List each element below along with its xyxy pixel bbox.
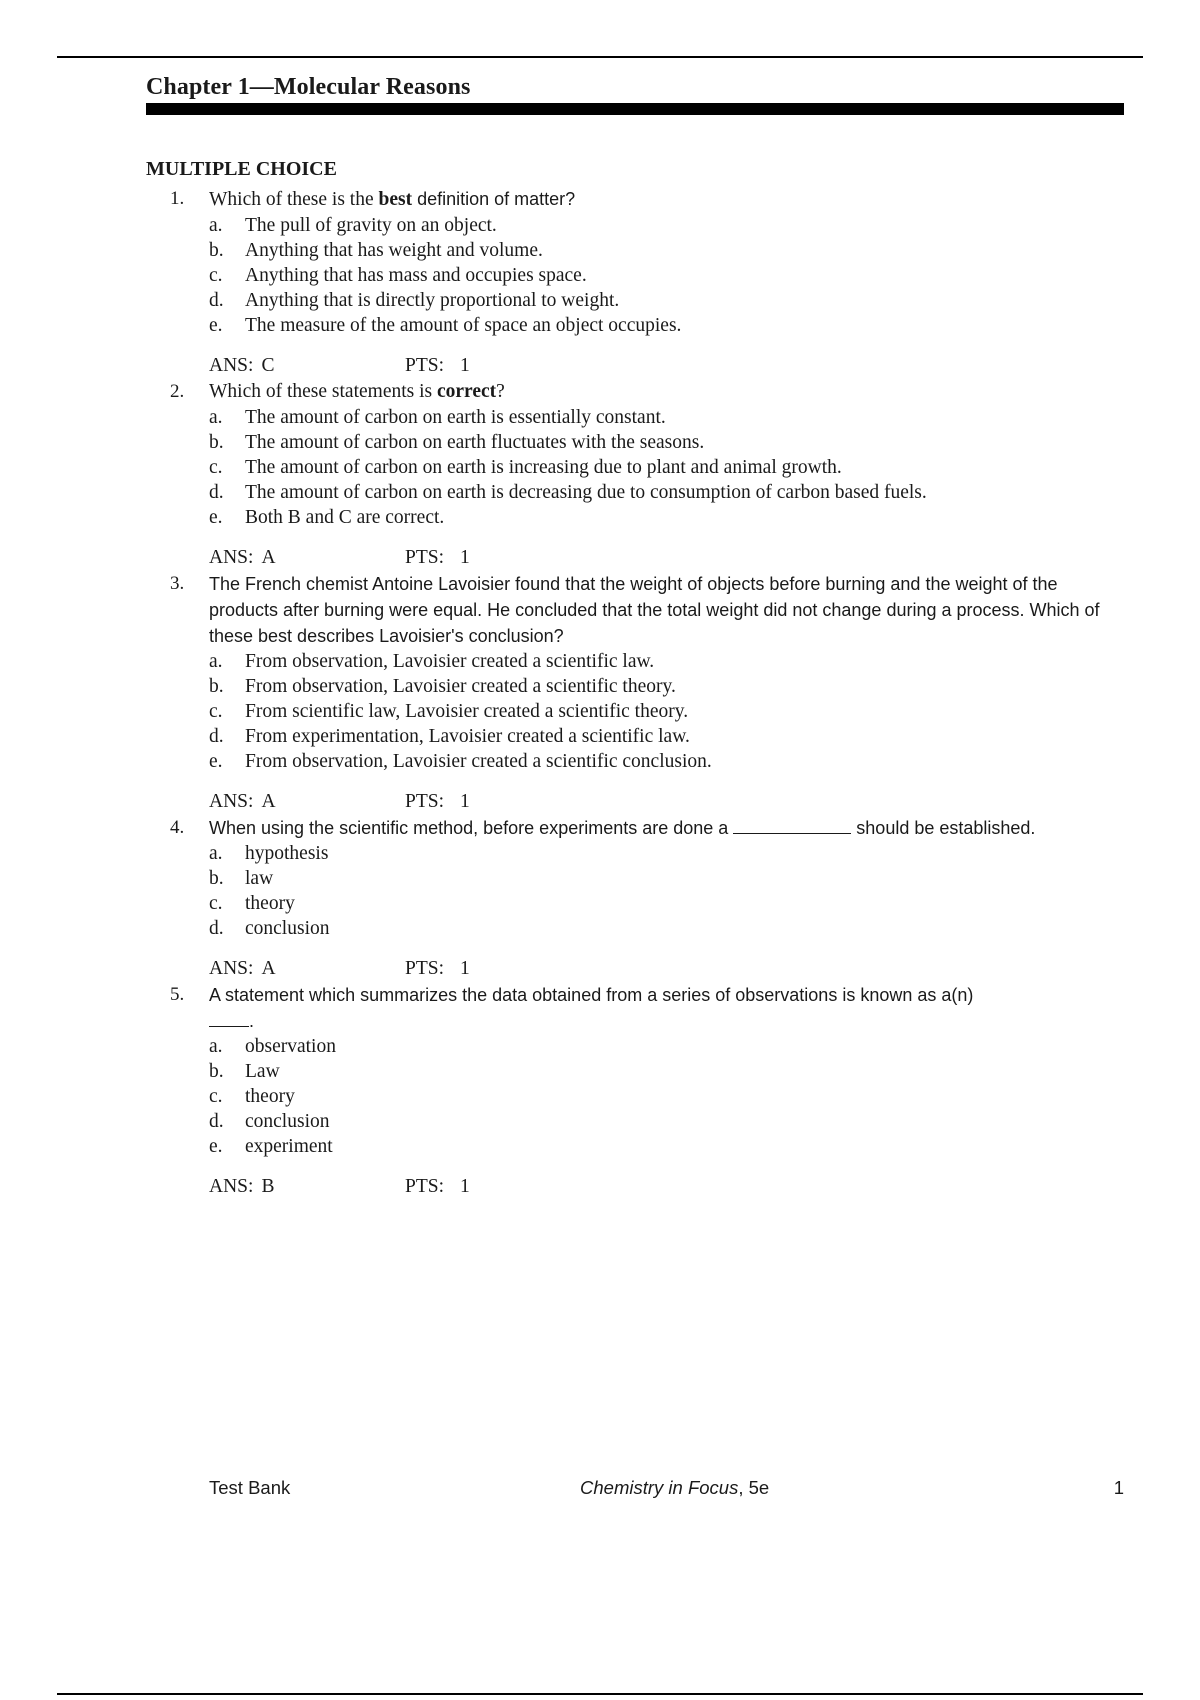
question-text: Which of these is the best definition of matter? bbox=[209, 189, 576, 210]
pts-label: PTS: bbox=[405, 547, 445, 568]
option-b[interactable]: b. Law bbox=[209, 1061, 280, 1082]
option-list bbox=[209, 841, 1130, 941]
ans-label: ANS: bbox=[209, 791, 254, 812]
question-2 bbox=[170, 379, 1130, 571]
question-text: Which of these statements is correct? bbox=[209, 381, 505, 402]
question-number: 2. bbox=[170, 381, 185, 402]
option-a[interactable]: a. hypothesis bbox=[209, 843, 329, 864]
option-b[interactable]: b. The amount of carbon on earth fluctuates with the seasons. bbox=[209, 432, 705, 453]
question-number: 4. bbox=[170, 817, 185, 838]
option-b[interactable]: b. law bbox=[209, 868, 274, 889]
chapter-title: Chapter 1—Molecular Reasons bbox=[146, 74, 471, 100]
title-bar bbox=[146, 103, 1124, 115]
pts-label: PTS: bbox=[405, 355, 445, 376]
pts-value: 1 bbox=[460, 547, 470, 568]
option-list bbox=[209, 405, 1130, 530]
option-b[interactable]: b. From observation, Lavoisier created a scientific theory. bbox=[209, 676, 676, 697]
option-list bbox=[209, 213, 1130, 338]
option-d[interactable]: d. From experimentation, Lavoisier created a scientific law. bbox=[209, 726, 690, 747]
ans-value: B bbox=[261, 1176, 275, 1197]
question-text: A statement which summarizes the data obtained from a series of observations is known as a(n) . bbox=[209, 985, 974, 1031]
pts-value: 1 bbox=[460, 791, 470, 812]
emphasis: best bbox=[378, 189, 413, 210]
option-list bbox=[209, 1034, 1130, 1159]
answer-row bbox=[209, 1174, 1130, 1200]
question-number: 5. bbox=[170, 984, 185, 1005]
option-e[interactable]: e. experiment bbox=[209, 1136, 333, 1157]
answer-row bbox=[209, 789, 1130, 815]
option-d[interactable]: d. Anything that is directly proportional to weight. bbox=[209, 290, 620, 311]
option-list bbox=[209, 649, 1130, 774]
emphasis: correct bbox=[436, 381, 497, 402]
ans-label: ANS: bbox=[209, 355, 254, 376]
option-e[interactable]: e. From observation, Lavoisier created a scientific conclusion. bbox=[209, 751, 712, 772]
pts-value: 1 bbox=[460, 355, 470, 376]
ans-value: A bbox=[261, 791, 276, 812]
option-e[interactable]: e. The measure of the amount of space an object occupies. bbox=[209, 315, 682, 336]
option-a[interactable]: a. observation bbox=[209, 1036, 336, 1057]
answer-blank bbox=[209, 1012, 249, 1027]
question-4 bbox=[170, 815, 1130, 982]
pts-label: PTS: bbox=[405, 958, 445, 979]
option-e[interactable]: e. Both B and C are correct. bbox=[209, 507, 445, 528]
option-d[interactable]: d. conclusion bbox=[209, 918, 330, 939]
option-d[interactable]: d. conclusion bbox=[209, 1111, 330, 1132]
pts-value: 1 bbox=[460, 958, 470, 979]
question-number: 1. bbox=[170, 188, 185, 209]
question-5 bbox=[170, 982, 1130, 1200]
question-1 bbox=[170, 186, 1130, 379]
answer-row bbox=[209, 353, 1130, 379]
pts-value: 1 bbox=[460, 1176, 470, 1197]
ans-label: ANS: bbox=[209, 1176, 254, 1197]
option-d[interactable]: d. The amount of carbon on earth is decreasing due to consumption of carbon based fuels. bbox=[209, 482, 927, 503]
option-a[interactable]: a. The pull of gravity on an object. bbox=[209, 215, 497, 236]
section-heading: MULTIPLE CHOICE bbox=[146, 158, 337, 180]
answer-row bbox=[209, 545, 1130, 571]
ans-label: ANS: bbox=[209, 547, 254, 568]
option-a[interactable]: a. The amount of carbon on earth is essentially constant. bbox=[209, 407, 666, 428]
option-c[interactable]: c. The amount of carbon on earth is increasing due to plant and animal growth. bbox=[209, 457, 842, 478]
option-c[interactable]: c. Anything that has mass and occupies space. bbox=[209, 265, 587, 286]
pts-label: PTS: bbox=[405, 791, 445, 812]
option-a[interactable]: a. From observation, Lavoisier created a scientific law. bbox=[209, 651, 655, 672]
pts-label: PTS: bbox=[405, 1176, 445, 1197]
question-number: 3. bbox=[170, 573, 185, 594]
answer-row bbox=[209, 956, 1130, 982]
option-c[interactable]: c. theory bbox=[209, 893, 295, 914]
ans-label: ANS: bbox=[209, 958, 254, 979]
footer-book-title: Chemistry in Focus, 5e bbox=[580, 1477, 770, 1498]
page-number: 1 bbox=[1113, 1477, 1124, 1498]
option-c[interactable]: c. From scientific law, Lavoisier created a scientific theory. bbox=[209, 701, 689, 722]
option-c[interactable]: c. theory bbox=[209, 1086, 295, 1107]
option-b[interactable]: b. Anything that has weight and volume. bbox=[209, 240, 543, 261]
footer-test-bank: Test Bank bbox=[209, 1477, 291, 1498]
question-text: The French chemist Antoine Lavoisier found that the weight of objects before burning and the weight of the products after burning were equal. He concluded that the total weight did not change during a process. Which of these best describes Lavoisier's conclusion? bbox=[209, 574, 1100, 646]
ans-value: A bbox=[261, 958, 276, 979]
ans-value: A bbox=[261, 547, 276, 568]
top-rule bbox=[57, 56, 1143, 58]
ans-value: C bbox=[261, 355, 275, 376]
bottom-rule bbox=[57, 1693, 1143, 1695]
answer-blank bbox=[733, 815, 851, 834]
question-3 bbox=[170, 571, 1130, 815]
question-list bbox=[170, 186, 1130, 1200]
question-text: When using the scientific method, before experiments are done a should be established. bbox=[209, 815, 1130, 841]
